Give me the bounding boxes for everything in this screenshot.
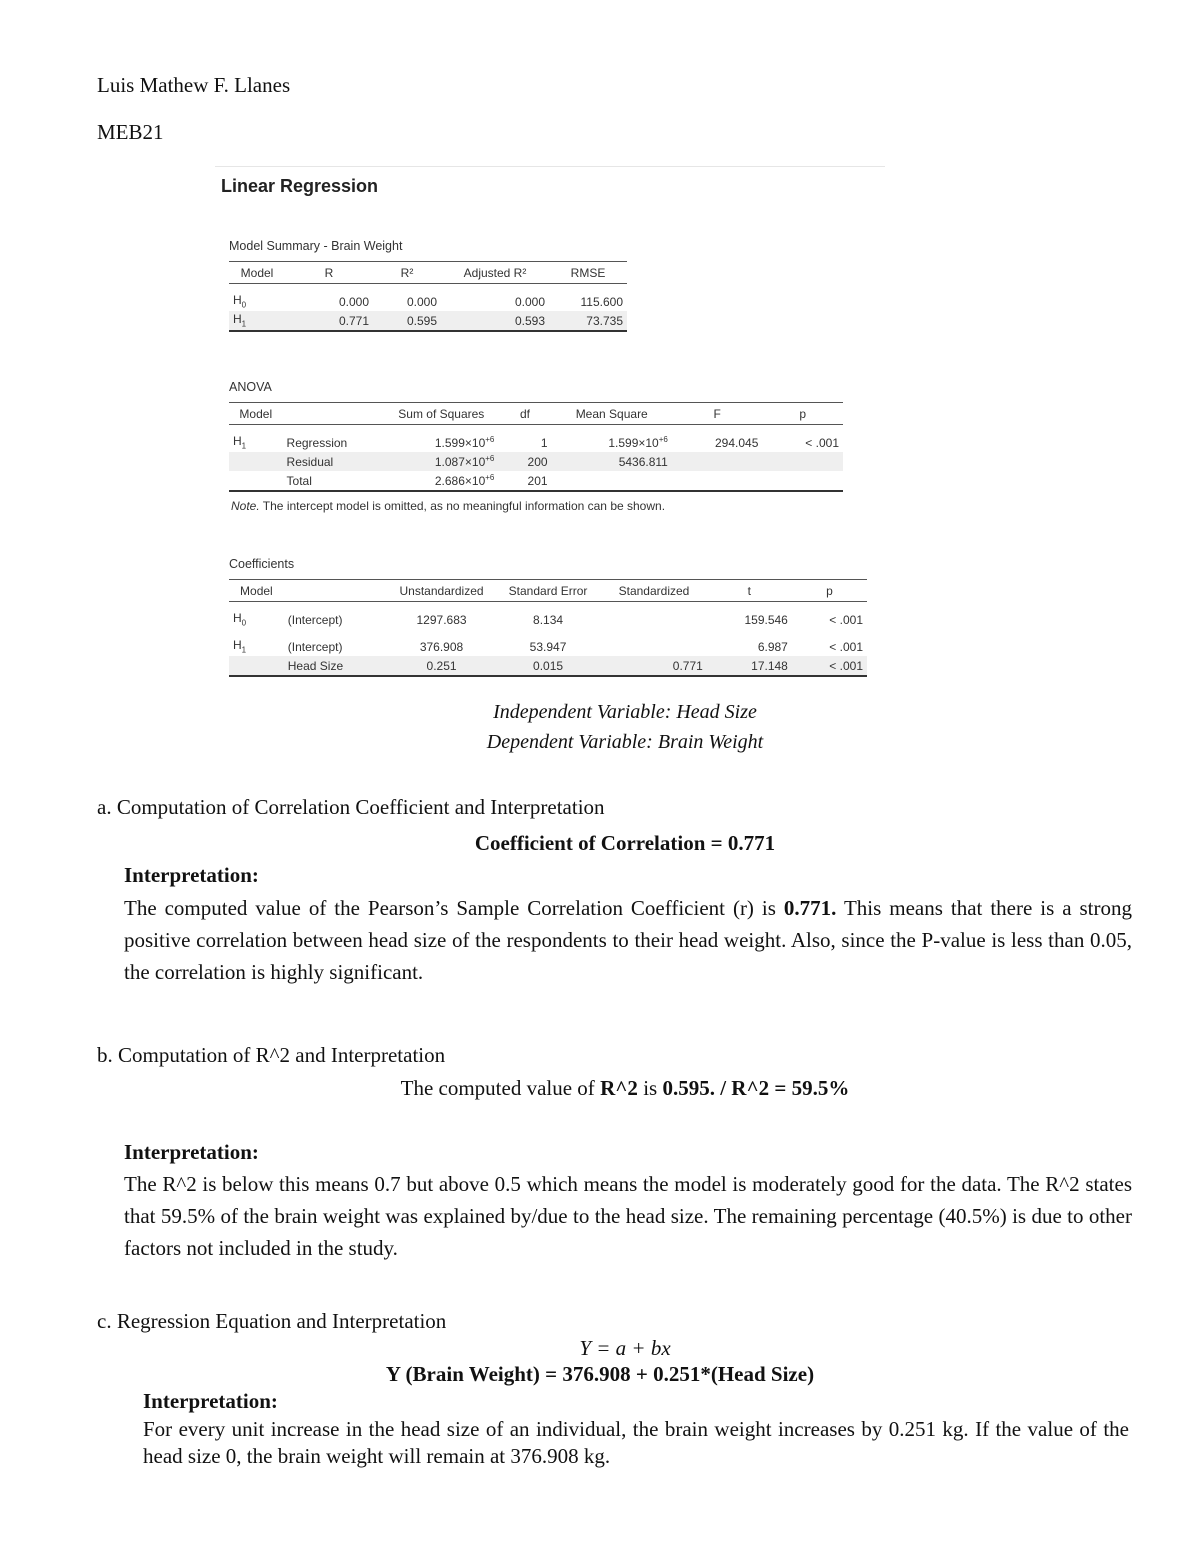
table-header-row bbox=[229, 262, 627, 284]
column-header: p bbox=[792, 580, 867, 602]
ms-cell: 5436.811 bbox=[552, 452, 672, 471]
anova-note: Note. The intercept model is omitted, as no meaningful information can be shown. bbox=[231, 499, 666, 513]
table-row bbox=[229, 292, 627, 311]
table-header-row bbox=[229, 403, 843, 425]
model-summary-caption: Model Summary - Brain Weight bbox=[229, 239, 403, 253]
r-cell: 0.000 bbox=[338, 294, 369, 309]
term-cell: Residual bbox=[283, 452, 385, 471]
table-row bbox=[229, 311, 627, 331]
df-cell: 200 bbox=[498, 452, 551, 471]
ms-cell: $1.599\times 10^{+6}$ bbox=[608, 435, 668, 450]
part-a-interpretation-label: Interpretation: bbox=[124, 863, 259, 887]
p-cell: < .001 bbox=[829, 612, 863, 627]
r2-cell: 0.595 bbox=[373, 311, 441, 331]
model-cell bbox=[229, 656, 284, 676]
part-c-heading: c. Regression Equation and Interpretation bbox=[97, 1309, 447, 1333]
dependent-variable: Dependent Variable: Brain Weight bbox=[486, 731, 764, 753]
column-header bbox=[283, 403, 385, 425]
column-header: t bbox=[707, 580, 792, 602]
term-cell: (Intercept) bbox=[287, 639, 343, 654]
p-cell bbox=[762, 471, 843, 491]
model-cell: $H_1$ bbox=[233, 638, 247, 655]
table-row bbox=[229, 656, 867, 676]
ss-cell: $1.599\times 10^{+6}$ bbox=[434, 435, 495, 450]
ss-cell: $1.087\times 10^{+6}$ bbox=[384, 452, 498, 471]
term-cell: Total bbox=[283, 471, 385, 491]
regression-equation: Y (Brain Weight) = 376.908 + 0.251*(Head Size) bbox=[385, 1362, 815, 1386]
anova-table bbox=[229, 402, 843, 492]
section-label: MEB21 bbox=[97, 120, 164, 144]
table-row bbox=[229, 471, 843, 491]
table-header-row bbox=[229, 580, 867, 602]
adj-r2-cell: 0.000 bbox=[514, 294, 545, 309]
column-header: df bbox=[498, 403, 551, 425]
part-c-interpretation-label: Interpretation: bbox=[143, 1389, 278, 1413]
unstd-cell: 1297.683 bbox=[416, 612, 467, 627]
column-header: Standard Error bbox=[495, 580, 601, 602]
column-header: Adjusted R² bbox=[441, 262, 549, 284]
p-cell bbox=[762, 452, 843, 471]
model-cell: $H_1$ bbox=[229, 311, 285, 331]
part-a-interpretation-text: The computed value of the Pearson’s Sample Correlation Coefficient (r) is 0.771. This means that there is a strong positive correlation between head size of the respondents to their head weight. Also, since the P-value is less than 0.05, the correlation is highly significant. bbox=[124, 896, 1133, 984]
se-cell: 53.947 bbox=[529, 639, 567, 654]
column-header: Model bbox=[229, 262, 285, 284]
se-cell: 8.134 bbox=[533, 612, 564, 627]
p-cell: < .001 bbox=[805, 435, 839, 450]
part-c-interpretation-text: For every unit increase in the head size of an individual, the brain weight increases by 0.251 kg. If the value of the head size 0, the brain weight will remain at 376.908 kg. bbox=[143, 1417, 1129, 1468]
std-cell bbox=[601, 637, 707, 656]
column-header: RMSE bbox=[549, 262, 627, 284]
ss-cell: $2.686\times 10^{+6}$ bbox=[384, 471, 498, 491]
model-cell: $H_0$ bbox=[233, 611, 247, 628]
panel-divider bbox=[215, 166, 885, 167]
anova-caption: ANOVA bbox=[229, 380, 272, 394]
r-cell: 0.771 bbox=[285, 311, 373, 331]
coefficients-caption: Coefficients bbox=[229, 557, 295, 571]
p-cell: < .001 bbox=[829, 639, 863, 654]
r2-cell: 0.000 bbox=[406, 294, 437, 309]
column-header: p bbox=[762, 403, 843, 425]
correlation-result: Coefficient of Correlation = 0.771 bbox=[474, 831, 776, 855]
f-cell bbox=[672, 471, 763, 491]
unstd-cell: 0.251 bbox=[388, 656, 495, 676]
std-cell bbox=[601, 610, 707, 629]
column-header: Unstandardized bbox=[388, 580, 495, 602]
table-row bbox=[229, 637, 867, 656]
column-header: R bbox=[285, 262, 373, 284]
column-header: Sum of Squares bbox=[384, 403, 498, 425]
table-row bbox=[229, 610, 867, 629]
author-name: Luis Mathew F. Llanes bbox=[97, 73, 291, 97]
column-header: Model bbox=[229, 403, 283, 425]
independent-variable: Independent Variable: Head Size bbox=[493, 701, 757, 723]
f-cell: 294.045 bbox=[714, 435, 759, 450]
t-cell: 159.546 bbox=[744, 612, 788, 627]
part-b-heading: b. Computation of R^2 and Interpretation bbox=[97, 1043, 446, 1067]
part-b-interpretation-label: Interpretation: bbox=[124, 1140, 259, 1164]
general-equation: Y = a + bx bbox=[579, 1336, 671, 1360]
column-header: Standardized bbox=[601, 580, 707, 602]
jasp-output-panel bbox=[215, 166, 885, 686]
adj-r2-cell: 0.593 bbox=[441, 311, 549, 331]
term-cell: (Intercept) bbox=[287, 612, 343, 627]
model-cell: $H_0$ bbox=[233, 293, 247, 310]
column-header: R² bbox=[373, 262, 441, 284]
rmse-cell: 73.735 bbox=[549, 311, 627, 331]
term-cell: Head Size bbox=[284, 656, 388, 676]
model-summary-table bbox=[229, 261, 627, 332]
coefficients-table bbox=[229, 579, 867, 677]
column-header: Model bbox=[229, 580, 284, 602]
df-cell: 1 bbox=[540, 435, 548, 450]
df-cell: 201 bbox=[498, 471, 551, 491]
ms-cell bbox=[552, 471, 672, 491]
term-cell: Regression bbox=[286, 435, 348, 450]
p-cell: < .001 bbox=[792, 656, 867, 676]
model-cell: $H_1$ bbox=[233, 434, 247, 451]
part-b-interpretation-text: The R^2 is below this means 0.7 but above 0.5 which means the model is moderately good for the data. The R^2 states that 59.5% of the brain weight was explained by/due to the head size. The remaining percentage (40.5%) is due to other factors not included in the study. bbox=[124, 1172, 1132, 1260]
rmse-cell: 115.600 bbox=[580, 294, 623, 309]
r2-result: The computed value of R^2 is 0.595. / R^2 = 59.5% bbox=[400, 1076, 850, 1100]
t-cell: 17.148 bbox=[707, 656, 792, 676]
column-header bbox=[284, 580, 388, 602]
f-cell bbox=[672, 452, 763, 471]
se-cell: 0.015 bbox=[495, 656, 601, 676]
analysis-title: Linear Regression bbox=[221, 176, 379, 196]
t-cell: 6.987 bbox=[757, 639, 788, 654]
unstd-cell: 376.908 bbox=[419, 639, 464, 654]
column-header: F bbox=[672, 403, 763, 425]
column-header: Mean Square bbox=[552, 403, 672, 425]
part-a-heading: a. Computation of Correlation Coefficient and Interpretation bbox=[97, 795, 605, 819]
table-row bbox=[229, 433, 843, 452]
table-row bbox=[229, 452, 843, 471]
std-cell: 0.771 bbox=[601, 656, 707, 676]
